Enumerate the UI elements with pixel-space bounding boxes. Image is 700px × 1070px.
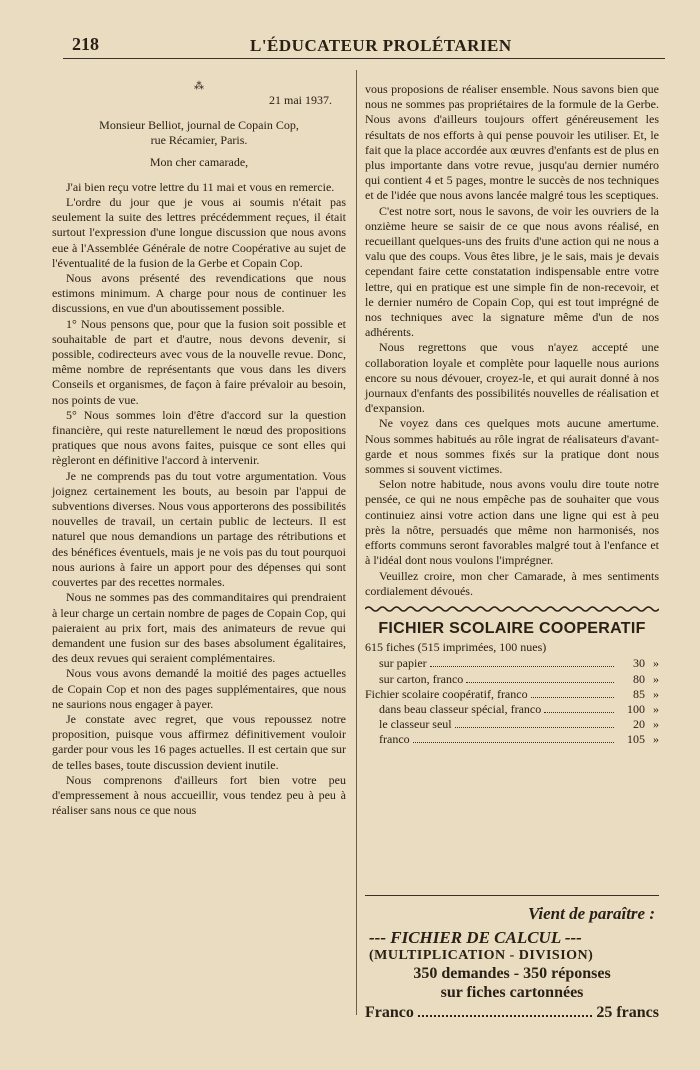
leader-dots bbox=[531, 697, 614, 698]
leader-dots bbox=[413, 742, 614, 743]
price-value: 80 bbox=[633, 671, 645, 686]
price-row bbox=[365, 732, 659, 747]
paragraph-continued: vous proposions de réaliser ensemble. Nous savons bien que nous ne sommes pas propriétaires de la formule de la Gerbe. Nous avons d'ailleurs toujours offert généreusement les résultats de nos efforts à qui pense pouvoir les utiliser. Et, le fait que la place accordée aux œuvres d'enfants est de plus en plus importante dans votre revue, jusqu'au dernier numéro qui contient 4 et 5 pages, montre le succès de nos techniques et de l'idée que nous avons lancée malgré tous les sceptiques. bbox=[365, 82, 659, 203]
recipient-line-1: Monsieur Belliot, journal de Copain Cop, bbox=[99, 118, 299, 133]
letter-date: 21 mai 1937. bbox=[269, 93, 332, 107]
paragraph: Nous vous avons demandé la moitié des pages actuelles de Copain Cop et non des pages supplémentaires, que nous ne saurions nous engager à payer. bbox=[52, 666, 346, 711]
price-row bbox=[365, 672, 659, 687]
ad-rule bbox=[365, 895, 659, 896]
paragraph: Nous comprenons d'ailleurs fort bien votre peu d'empressement à nous accueillir, vous tendez peu à peu à réaliser sans nous ce que nous bbox=[52, 772, 346, 818]
recipient-line-2: rue Récamier, Paris. bbox=[150, 133, 248, 148]
page-header bbox=[60, 30, 666, 60]
price-value: 30 bbox=[633, 656, 645, 671]
paragraph: Ne voyez dans ces quelques mots aucune amertume. Nous sommes habitués au rôle ingrat de réalisateurs d'avant-garde et nous sommes fixés sur la pratique dont nous sommes si souvent victimes. bbox=[365, 416, 659, 477]
leader-dots bbox=[455, 727, 614, 728]
price-row bbox=[365, 687, 659, 702]
fichier-intro: 615 fiches (515 imprimées, 100 nues) bbox=[365, 640, 547, 655]
leader-dots bbox=[418, 1015, 592, 1017]
price-label: sur carton, franco bbox=[379, 671, 464, 686]
price-value: 85 bbox=[633, 686, 645, 701]
paragraph: Je constate avec regret, que vous repoussez notre proposition, puisque vous affirmez définitivement vouloir garder pour vous les 16 pages actuelles. Il est certain que sur de telles bases, toute discussion devient inutile. bbox=[52, 711, 346, 772]
paragraph: J'ai bien reçu votre lettre du 11 mai et vous en remercie. bbox=[66, 179, 335, 194]
paragraph: Je ne comprends pas du tout votre argumentation. Vous joignez certainement les bouts, au besoin par l'appui de subventions diverses. Nous vous apporterons des possibilités nouvelles de travail, un certain public de lecteurs. Il est naturel que nous demandions un partage des rétributions et des bénéfices éventuels, mais je ne vois pas du tout pourquoi nous aurions à faire un apport pour des dépenses qui sont couvertes par des recettes normales. bbox=[52, 468, 346, 590]
price-label: Fichier scolaire coopératif, franco bbox=[365, 686, 528, 701]
price-currency: » bbox=[653, 732, 659, 747]
price-value: 100 bbox=[627, 701, 645, 716]
ad-price-label: Franco bbox=[365, 1004, 414, 1021]
ad-price-value: 25 francs bbox=[596, 1004, 659, 1021]
left-column bbox=[52, 82, 346, 818]
leader-dots bbox=[544, 712, 614, 713]
paragraph: Nous ne sommes pas des commanditaires qui prendraient à leur charge un certain nombre de pages de Copain Cop, qui paieraient au prix fort, mais des animateurs de revue qui demandent une fusion sur des bases absolument égalitaires, des deux revues qui seraient complémentaires. bbox=[52, 590, 346, 666]
page-number: 218 bbox=[72, 34, 99, 54]
header-rule bbox=[63, 58, 665, 59]
ad-line-2: sur fiches cartonnées bbox=[440, 984, 584, 1001]
paragraph: Nous avons présenté des revendications que nous estimons minimum. A charge pour nous de continuer les discussions, en vue d'un aboutissement possible. bbox=[52, 271, 346, 316]
asterism: ⁂ bbox=[194, 81, 204, 92]
ad-announcement: Vient de paraître : bbox=[527, 904, 655, 923]
price-row bbox=[365, 702, 659, 717]
fichier-title: FICHIER SCOLAIRE COOPERATIF bbox=[378, 619, 646, 637]
price-currency: » bbox=[653, 686, 659, 701]
price-label: franco bbox=[379, 732, 410, 747]
right-column bbox=[365, 82, 659, 748]
price-currency: » bbox=[653, 717, 659, 732]
paragraph: L'ordre du jour que je vous ai soumis n'était pas seulement la suite des lettres précédemment reçues, il était surtout l'expression d'une longue discussion que nous avons eue à l'Assemblée Générale de notre Coopérative au sujet de l'éventualité de la fusion de la Gerbe et Copain Cop. bbox=[52, 195, 346, 270]
price-currency: » bbox=[653, 671, 659, 686]
price-currency: » bbox=[653, 701, 659, 716]
ad-subtitle: (MULTIPLICATION - DIVISION) bbox=[369, 948, 594, 963]
ad-line-1: 350 demandes - 350 réponses bbox=[413, 965, 611, 982]
price-currency: » bbox=[653, 656, 659, 671]
ad-title: --- FICHIER DE CALCUL --- bbox=[369, 928, 582, 947]
price-label: dans beau classeur spécial, franco bbox=[379, 701, 542, 716]
paragraph: Veuillez croire, mon cher Camarade, à mes sentiments cordialement dévoués. bbox=[365, 568, 659, 598]
price-label: sur papier bbox=[379, 656, 427, 671]
paragraph: C'est notre sort, nous le savons, de voir les ouvriers de la onzième heure se saisir de ce que nous avons réalisé, en recueillant quelques-uns des fruits d'une action qui ne nous a valu que des coups. Vous êtes libre, je le sais, mais je devais cependant faire cette constatation indispensable entre votre lettre, qui en pratique est une simple fin de non-recevoir, et le dernier numéro de Copain Cop, qui est tout imprégné de nos techniques avec la signature même d'un de nos adhérents. bbox=[365, 203, 659, 340]
ad-price-row bbox=[365, 1004, 659, 1022]
paragraph: 5° Nous sommes loin d'être d'accord sur la question financière, qui reste naturellement le nœud des propositions pratiques que nous avons faites, puisque ce sont elles qui règleront en définitive l'accord à intervenir. bbox=[52, 407, 346, 468]
price-row bbox=[365, 656, 659, 671]
price-row bbox=[365, 717, 659, 732]
wavy-divider bbox=[365, 605, 659, 613]
leader-dots bbox=[430, 666, 614, 667]
column-divider bbox=[356, 70, 357, 1015]
salutation: Mon cher camarade, bbox=[149, 154, 249, 169]
price-value: 20 bbox=[633, 717, 645, 732]
paragraph: Nous regrettons que vous n'ayez accepté une collaboration loyale et complète pour laquelle nous aurions encore su nous dévouer, croyez-le, et qui aurait donné à nos journaux d'enfants des possibilités nouvelles de réalisation et d'expansion. bbox=[365, 340, 659, 416]
journal-title: L'ÉDUCATEUR PROLÉTARIEN bbox=[250, 36, 512, 55]
price-label: le classeur seul bbox=[379, 717, 452, 732]
paragraph: Selon notre habitude, nous avons voulu dire toute notre pensée, ce qui ne nous empêche pas de souhaiter que vous continuiez ainsi votre action dans une ligne qui est à peu près la nôtre, persuadés que même non harmonisés, nos efforts communs seront favorables malgré tout à l'enfance et à l'idéal dont nous voulons l'imprégner. bbox=[365, 477, 659, 568]
paragraph: 1° Nous pensons que, pour que la fusion soit possible et souhaitable de part et d'autre, nous devons devenir, si possible, codirecteurs avec vous de la nouvelle revue. Donc, même nombre de représentants que vous dans les divers Conseils et organismes, de façon à faire prévaloir au besoin, nos points de vue. bbox=[52, 316, 346, 407]
price-value: 105 bbox=[627, 732, 645, 747]
advertisement bbox=[365, 900, 659, 1022]
leader-dots bbox=[466, 682, 614, 683]
